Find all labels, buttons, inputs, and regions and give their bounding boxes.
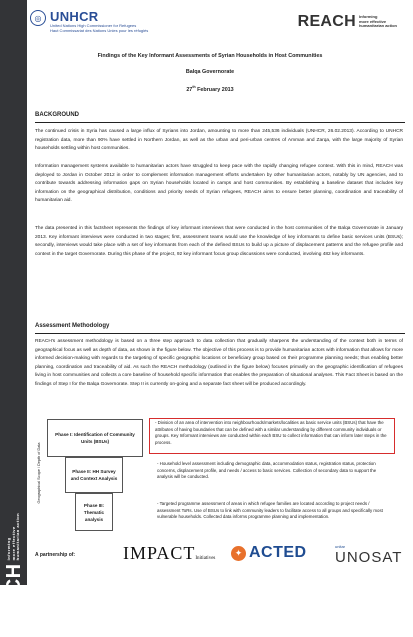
sidebar-tagline-line: Informing: [6, 537, 12, 561]
date-day: 27: [186, 86, 193, 93]
background-paragraph: Information management systems available to humanitarian actors have struggled to keep pace with the rapidly changing refugee context. With this in mind, REACH was deployed to Jordan in October 2012 in order to complement information management efforts undertaken by other humanitarian actors, notably by UN agencies, and to contribute towards addressing information gaps on Syrian households located in camps and host communities. By establishing a baseline dataset that includes key information on the geographical distribution, conditions and priority needs of Syrian refugees, REACH aims to ensure better planning, coordination and traceability of humanitarian aid.: [35, 164, 403, 204]
reach-logo: [298, 13, 397, 31]
document-subtitle: Balqa Governorate: [185, 69, 235, 75]
acted-logo-icon: ✦: [231, 546, 246, 561]
title-block: [30, 50, 390, 93]
reach-tagline: [359, 15, 397, 29]
phase-3-description: - Targeted programme assessment of areas in which refugee families are located according to project needs / assessment ToRs. Use of BSUs to link with community leaders to facilitate access to all groups and specifically most vulnerable households. Collected data informs programme planning and implementation.: [157, 501, 383, 520]
unosat-name: UNOSAT: [335, 549, 403, 566]
phase-2-description: - Household level assessment including demographic data, accommodation status, registration status, protection concerns, displacement profile, and needs / access to basic services. Collection of secondary data to support the analysis will be conducted.: [157, 461, 377, 480]
sidebar-brand: [3, 477, 25, 637]
sidebar: [0, 0, 27, 637]
partners-footer: [35, 540, 405, 582]
document-date: [30, 85, 390, 93]
sidebar-tagline: [7, 513, 21, 561]
methodology-paragraph: REACH's assessment methodology is based on a three step approach to data collection that gradually sharpens the understanding of the context both in terms of geographical focus as well as depth of data, as shown in the figure below. The objective of this process is to provide humanitarian actors with information that allows for more informed decision-making with regards to the targeting of specific geographic locations or beneficiary group based on their programme planning needs; thus enabling better planning, coordination and traceability of aid. As such the REACH methodology (outlined in the figure below) focuses primarily on the geographic identification of refugees living in host communities and collects a core baseline of household specific information that enables the preparation of situational analyses. This Fact Sheet is based on the findings of Step I for the Balqa Governorate. Step II is currently on-going and a separate fact sheet will be produced accordingly.: [35, 339, 403, 387]
partnership-label: A partnership of:: [35, 552, 76, 558]
diagram-axis-label: Geographical Scope / Depth of Data: [37, 442, 41, 504]
reach-name: REACH: [297, 13, 356, 30]
unhcr-subtitle-en: United Nations High Commissioner for Refugees: [50, 23, 137, 28]
sidebar-brand-name: REACH: [2, 563, 25, 637]
sidebar-tagline-line: humanitarian action: [15, 512, 21, 561]
unhcr-subtitle-fr: Haut Commissariat des Nations Unies pour les réfugiés: [50, 28, 149, 33]
phase-2-box: Phase II: HH Survey and Context Analysis: [65, 457, 123, 493]
section-divider: [35, 122, 405, 123]
impact-name: IMPACT: [123, 543, 196, 563]
reach-tagline-line: humanitarian action: [358, 23, 397, 29]
background-paragraph: The continued crisis in Syria has caused a large influx of Syrians into Jordan, amounting to more than 245,536 individuals (UNHCR, 26.02.2013). According to UNHCR registration data, more than 90% have settled in Northern Jordan, as well as the urban and peri-urban centres of Amman and Zarqa, with the large majority of Syrian households settling within host communities.: [35, 129, 403, 152]
background-heading: BACKGROUND: [35, 112, 79, 118]
methodology-diagram: [33, 417, 408, 535]
background-paragraph: The data presented in this factsheet represents the findings of key informant interviews that were conducted in the host communities of the Balqa Governorate in January 2013. Key informant interviews were conducted in two stages; first, assessment teams would use the knowledge of key informants to define basic services units (BSUs); secondly, interviews would take place with a set of key informants from each of the defined BSUs to build up a picture of displacement patterns and the refugee profile and context in the target Governorate. During this phase of the project, 92 key informant focus group discussions were conducted, involving 482 key informants.: [35, 226, 403, 257]
un-wreath-icon: ◎: [30, 10, 46, 26]
phase-1-box: Phase I: Identification of Community Units (BSUs): [47, 419, 143, 457]
header: [30, 10, 405, 46]
phase-1-description: - Division of an area of intervention into neighbourhoods/markets/localities as basic service units (BSUs) that have the attributes of having boundaries that can be defined with a similar understanding by different community individuals or groups. Key Informant interviews are conducted within each BSU to collect information that can inform later steps in the process.: [155, 420, 387, 445]
section-divider: [35, 333, 405, 334]
unosat-logo: [335, 544, 402, 566]
date-suffix: th: [192, 85, 196, 89]
acted-name: ACTED: [249, 544, 307, 561]
unhcr-name: UNHCR: [50, 9, 99, 24]
impact-logo: [123, 543, 215, 564]
date-rest: February 2013: [197, 86, 234, 93]
acted-logo: [231, 544, 307, 562]
unhcr-logo: [30, 10, 148, 33]
unitar-label: unitar: [335, 544, 346, 549]
phase-3-box: Phase III: Thematic analysis: [75, 493, 113, 531]
reach-tagline-line: Informing: [358, 14, 378, 20]
document-title: Findings of the Key Informant Assessments of Syrian Households in Host Communities: [97, 53, 323, 59]
methodology-heading: Assessment Methodology: [35, 323, 110, 329]
impact-sub: Initiatives: [195, 556, 216, 561]
reach-tagline-line: more effective: [358, 18, 387, 24]
sidebar-tagline-line: more effective: [10, 526, 16, 561]
